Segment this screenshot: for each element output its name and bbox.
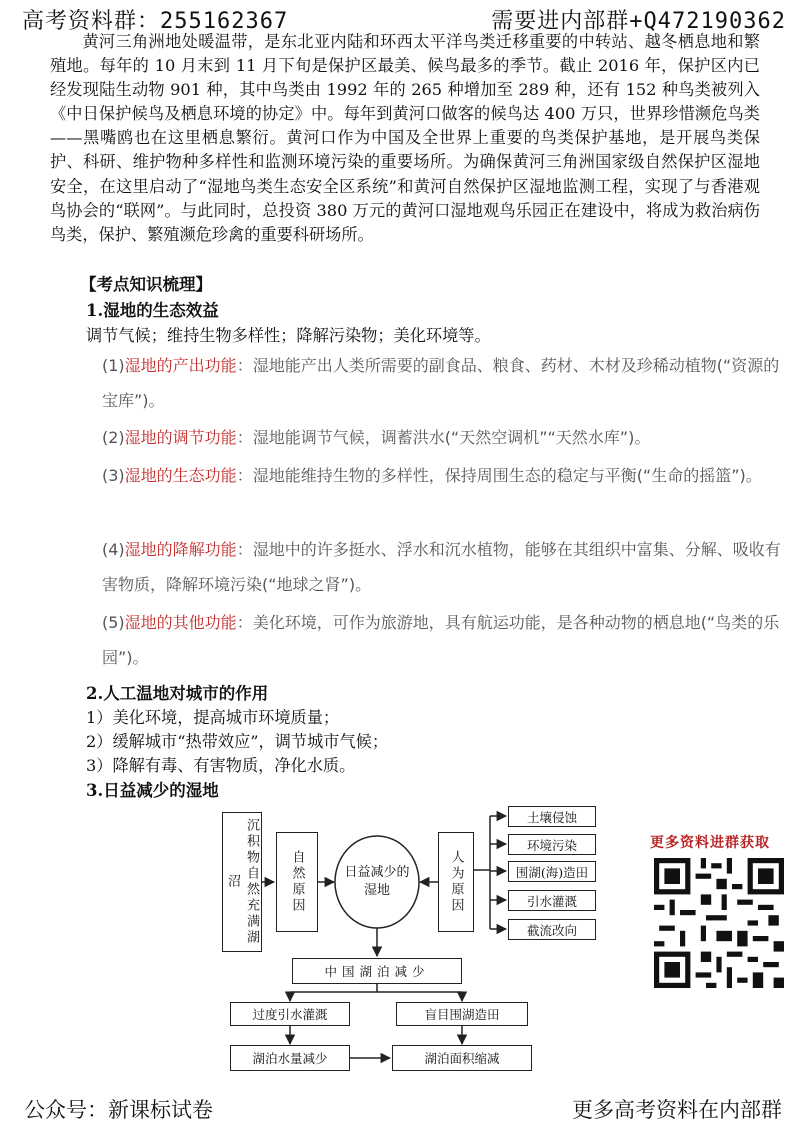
over-irrigation-box: 过度引水灌溉 <box>230 1002 350 1026</box>
human-cause-item: 环境污染 <box>508 834 596 855</box>
section2-item-1: 1）美化环境，提高城市环境质量； <box>86 708 340 727</box>
footer-more-materials: 更多高考资料在内部群 <box>572 1098 782 1122</box>
lake-volume-decrease-box: 湖泊水量减少 <box>230 1045 350 1071</box>
section2-item-3: 3）降解有毒、有害物质，净化水质。 <box>86 756 356 775</box>
function-item-4: (4)湿地的降解功能：湿地中的许多挺水、浮水和沉水植物，能够在其组织中富集、分解、吸收有害物质，降解环境污染(“地球之肾”)。 <box>102 540 781 594</box>
china-lakes-decline-box: 中国湖泊减少 <box>292 958 462 984</box>
intro-paragraph: 黄河三角洲地处暖温带，是东北亚内陆和环西太平洋鸟类迁移重要的中转站、越冬栖息地和繁殖地。每年的 10 月末到 11 月下旬是保护区最美、候鸟最多的季节。截止 2016 年，保护区内已经发现陆生动物 901 种，其中鸟类由 1992 年的 265 种增加至 289 种，还有 152 种鸟类被列入《中日保护候鸟及栖息环境的协定》中。每年到黄河口做客的候鸟达 400 万只，世界珍惜濒危鸟类——黑嘴鸥也在这里栖息繁衍。黄河口作为中国及全世界上重要的鸟类保护基地，是开展鸟类保护、科研、维护物种多样性和监测环境污染的重要场所。为确保黄河三角洲国家级自然保护区湿地安全，在这里启动了“湿地鸟类生态安全区系统”和黄河自然保护区湿地监测工程，实现了与香港观鸟协会的“联网”。与此同时，总投资 380 万元的黄河口湿地观鸟乐园正在建设中，将成为救治病伤鸟类，保护、繁殖濒危珍禽的重要科研场所。 <box>50 32 760 244</box>
shrinking-wetland-node: 日益减少的湿地 <box>344 865 410 898</box>
function-item-5: (5)湿地的其他功能：美化环境，可作为旅游地，具有航运功能，是各种动物的栖息地(“鸟类的乐园”)。 <box>102 613 780 667</box>
header-contact: 需要进内部群+Q472190362 <box>491 9 786 34</box>
lake-reclamation-box: 盲目围湖造田 <box>396 1002 528 1026</box>
qr-code-icon[interactable] <box>654 858 784 988</box>
header-group-number: 高考资料群：255162367 <box>22 9 289 34</box>
human-cause-box: 人为原因 <box>438 832 474 932</box>
lake-area-shrink-box: 湖泊面积缩减 <box>392 1045 532 1071</box>
footer-wechat: 公众号：新课标试卷 <box>24 1098 213 1122</box>
human-cause-item: 围湖(海)造田 <box>508 861 596 882</box>
sediment-fill-box: 沉积物自然充满湖沼 <box>222 812 262 952</box>
function-item-2: (2)湿地的调节功能：湿地能调节气候，调蓄洪水(“天然空调机”“天然水库”)。 <box>102 428 651 447</box>
section3-title: 3.日益减少的湿地 <box>86 781 219 800</box>
section-tag: 【考点知识梳理】 <box>80 275 212 294</box>
human-cause-item: 截流改向 <box>508 919 596 940</box>
section2-title: 2.人工温地对城市的作用 <box>86 684 269 703</box>
section1-summary: 调节气候；维持生物多样性；降解污染物；美化环境等。 <box>86 326 491 345</box>
section2-item-2: 2）缓解城市“热带效应”，调节城市气候； <box>86 732 389 751</box>
human-cause-item: 土壤侵蚀 <box>508 806 596 827</box>
qr-caption: 更多资料进群获取 <box>650 835 770 851</box>
natural-cause-box: 自然原因 <box>276 832 318 932</box>
section1-title: 1.湿地的生态效益 <box>86 301 219 320</box>
function-item-3: (3)湿地的生态功能：湿地能维持生物的多样性，保持周围生态的稳定与平衡(“生命的摇篮”)。 <box>102 466 762 485</box>
function-item-1: (1)湿地的产出功能：湿地能产出人类所需要的副食品、粮食、药材、木材及珍稀动植物(“资源的宝库”)。 <box>102 356 780 410</box>
human-cause-item: 引水灌溉 <box>508 890 596 911</box>
